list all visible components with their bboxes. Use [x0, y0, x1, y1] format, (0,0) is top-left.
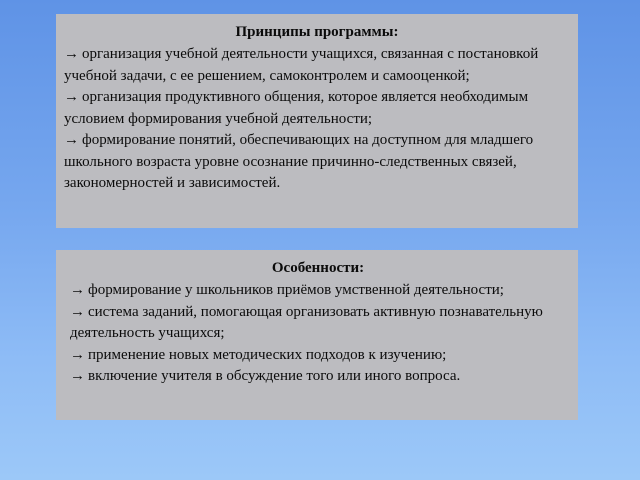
list-item-text: организация продуктивного общения, которое является необходимым условием формирования учебной деятельности; — [64, 89, 529, 127]
list-item — [64, 44, 570, 87]
principles-panel — [56, 14, 578, 228]
arrow-right-icon: → — [64, 132, 79, 148]
arrow-right-icon: → — [70, 282, 85, 298]
features-panel — [56, 250, 578, 420]
list-item — [70, 345, 566, 367]
list-item — [70, 366, 566, 388]
list-item-text: организация учебной деятельности учащихся, связанная с постановкой учебной задачи, с ее решением, самоконтролем и самооценкой; — [64, 46, 539, 84]
principles-list — [64, 44, 570, 195]
features-list — [70, 280, 566, 388]
arrow-right-icon: → — [70, 346, 85, 363]
list-item — [64, 87, 570, 130]
principles-title: Принципы программы: — [235, 24, 399, 40]
list-item — [70, 280, 566, 302]
features-title: Особенности: — [271, 260, 365, 276]
list-item-text: формирование у школьников приёмов умственной деятельности; — [88, 282, 504, 298]
list-item-text: система заданий, помогающая организовать активную познавательную деятельность учащихся; — [70, 303, 543, 341]
arrow-right-icon: → — [70, 368, 85, 384]
list-item — [64, 130, 570, 195]
arrow-right-icon: → — [64, 89, 79, 105]
list-item — [70, 302, 566, 345]
list-item-text: включение учителя в обсуждение того или иного вопроса. — [88, 368, 461, 384]
arrow-right-icon: → — [64, 46, 79, 62]
list-item-text: формирование понятий, обеспечивающих на доступном для младшего школьного возраста уровне осознание причинно-следственных связей, закономерностей и зависимостей. — [64, 132, 534, 191]
arrow-right-icon: → — [70, 303, 85, 320]
list-item-text: применение новых методических подходов к изучению; — [88, 346, 447, 363]
